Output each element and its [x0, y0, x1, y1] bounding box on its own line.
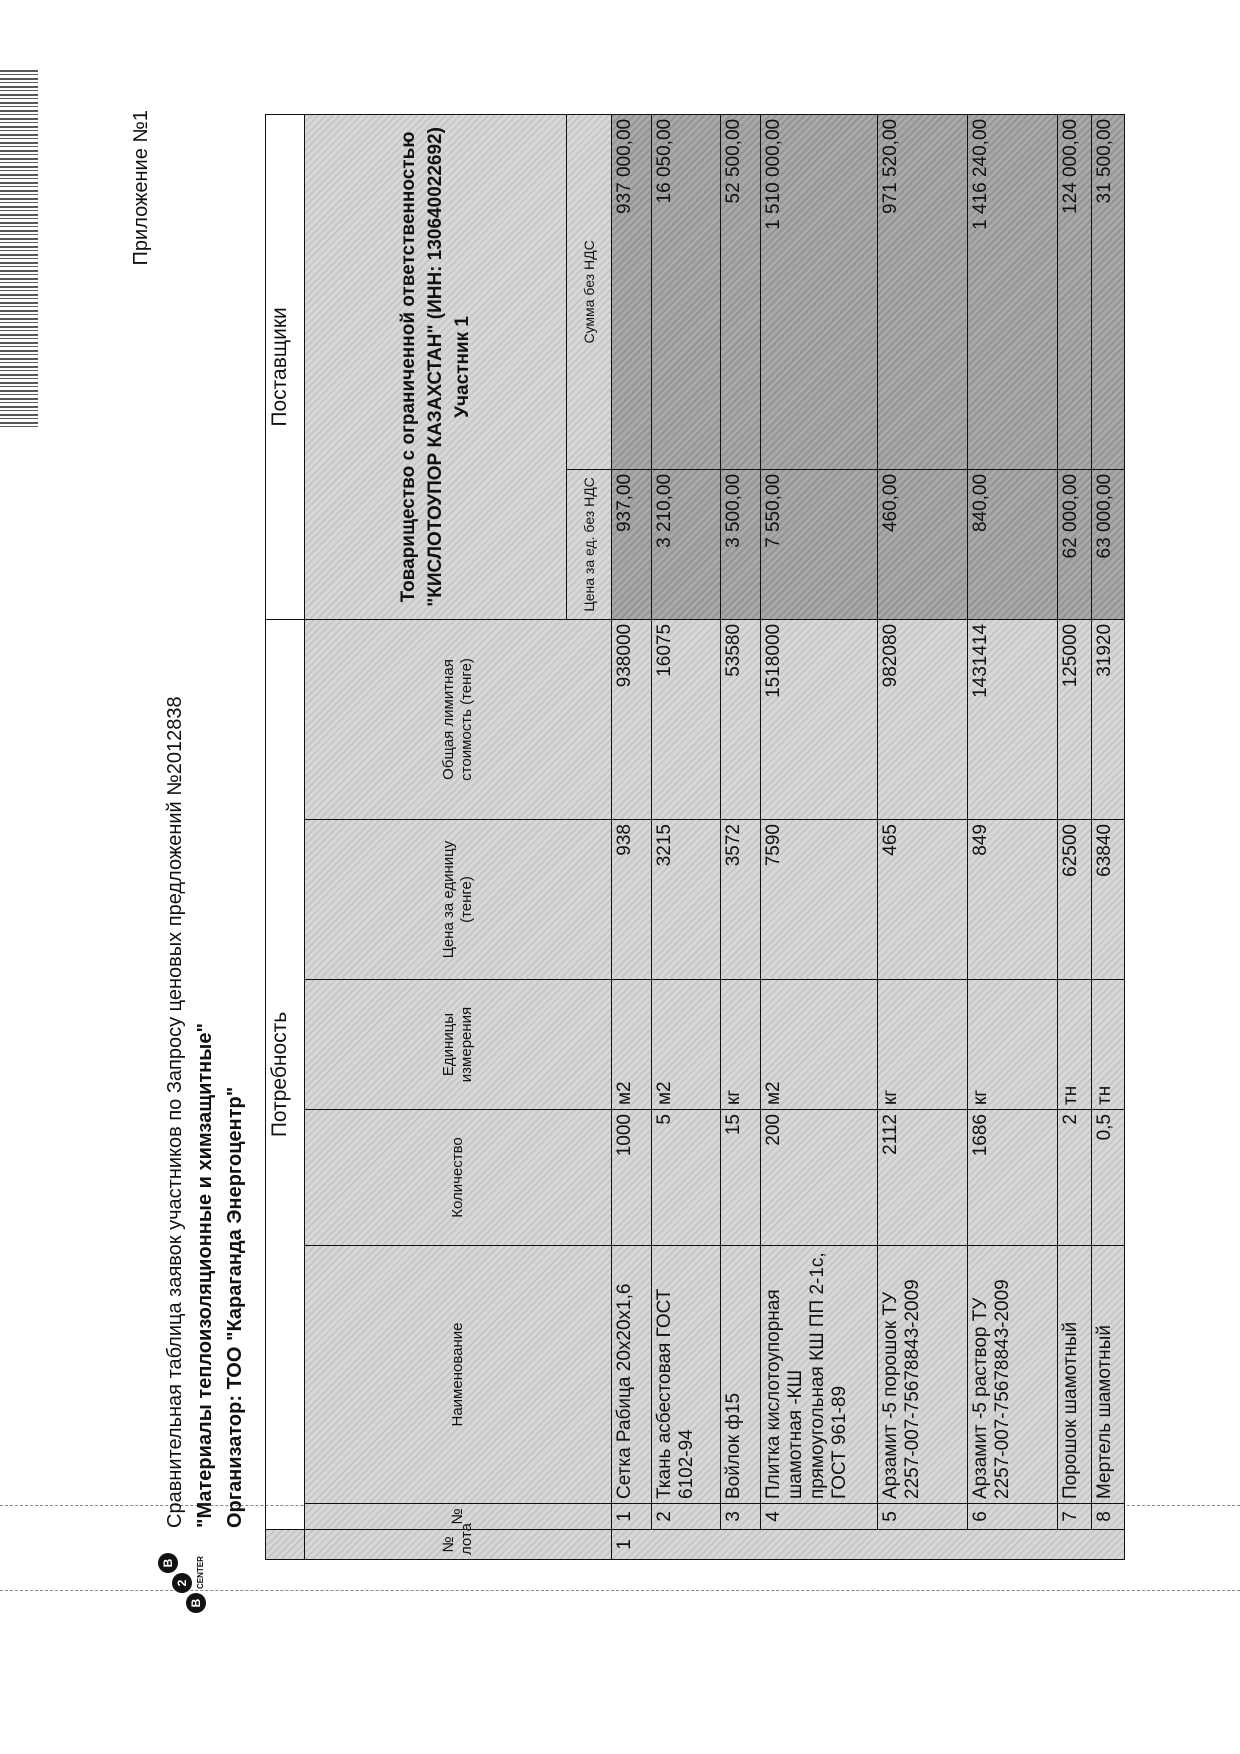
price-cell: 3215	[652, 820, 721, 980]
item-name-cell: Арзамит -5 порошок ТУ 2257-007-75678843-2009	[877, 1246, 967, 1504]
sup-price-header: Цена за ед. без НДС	[566, 469, 611, 619]
qty-cell: 0,5	[1091, 1110, 1124, 1246]
table-row	[761, 114, 877, 1559]
unit-cell: кг	[721, 980, 761, 1110]
supplier-label: Участник 1	[451, 316, 473, 418]
unit-cell: кг	[877, 980, 967, 1110]
table-row	[721, 114, 761, 1559]
table-row	[1058, 114, 1091, 1559]
unit-cell: м2	[611, 980, 651, 1110]
total-cell: 938000	[611, 619, 651, 819]
item-name-cell: Плитка кислотоупорная шамотная -КШ прямоугольная КШ ПП 2-1с, ГОСТ 961-89	[761, 1246, 877, 1504]
logo-letter: B	[158, 1553, 178, 1573]
qty-cell: 1000	[611, 1110, 651, 1246]
supplier-sum-cell: 124 000,00	[1058, 114, 1091, 469]
qty-cell: 5	[652, 1110, 721, 1246]
table-row	[611, 114, 651, 1559]
unit-cell: тн	[1091, 980, 1124, 1110]
supplier-sum-cell: 52 500,00	[721, 114, 761, 469]
total-header: Общая лимитная стоимость (тенге)	[305, 619, 612, 819]
comparison-table	[265, 114, 1125, 1560]
qty-cell: 2112	[877, 1110, 967, 1246]
row-no-cell: 6	[968, 1504, 1058, 1530]
total-cell: 31920	[1091, 619, 1124, 819]
supplier-sum-cell: 937 000,00	[611, 114, 651, 469]
group-need-header: Потребность	[266, 619, 305, 1529]
row-no-cell: 4	[761, 1504, 877, 1530]
scan-barcode	[0, 70, 38, 430]
sup-sum-header: Сумма без НДС	[566, 114, 611, 469]
supplier-price-cell: 3 500,00	[721, 469, 761, 619]
rotated-sheet	[130, 110, 1130, 1620]
price-cell: 465	[877, 820, 967, 980]
unit-cell: м2	[652, 980, 721, 1110]
price-cell: 938	[611, 820, 651, 980]
supplier-price-cell: 63 000,00	[1091, 469, 1124, 619]
supplier-price-cell: 460,00	[877, 469, 967, 619]
item-name-cell: Мертель шамотный	[1091, 1246, 1124, 1504]
supplier-header	[305, 114, 566, 619]
item-name-cell: Войлок ф15	[721, 1246, 761, 1504]
price-header: Цена за единицу (тенге)	[305, 820, 612, 980]
price-cell: 849	[968, 820, 1058, 980]
item-name-cell: Ткань асбестовая ГОСТ 6102-94	[652, 1246, 721, 1504]
row-no-cell: 1	[611, 1504, 651, 1530]
row-no-cell: 2	[652, 1504, 721, 1530]
title-line-1: Сравнительная таблица заявок участников по Запросу ценовых предложений №2012838	[164, 696, 186, 1528]
total-cell: 53580	[721, 619, 761, 819]
supplier-sum-cell: 1 510 000,00	[761, 114, 877, 469]
logo-letter: B	[186, 1593, 206, 1613]
item-name-cell: Арзамит -5 раствор ТУ 2257-007-75678843-2009	[968, 1246, 1058, 1504]
supplier-name: Товарищество с ограниченной ответственностью "КИСЛОТОУПОР КАЗАХСТАН" (ИНН: 130640022692)	[397, 127, 446, 607]
supplier-sum-cell: 31 500,00	[1091, 114, 1124, 469]
b2b-center-logo	[158, 1543, 220, 1615]
price-cell: 7590	[761, 820, 877, 980]
supplier-price-cell: 7 550,00	[761, 469, 877, 619]
no-header: №	[305, 1504, 612, 1530]
name-header: Наименование	[305, 1246, 612, 1504]
empty-corner	[266, 1530, 305, 1560]
supplier-price-cell: 3 210,00	[652, 469, 721, 619]
supplier-sum-cell: 1 416 240,00	[968, 114, 1058, 469]
total-cell: 16075	[652, 619, 721, 819]
price-cell: 3572	[721, 820, 761, 980]
qty-cell: 15	[721, 1110, 761, 1246]
total-cell: 125000	[1058, 619, 1091, 819]
lot-cell: 1	[611, 1530, 1124, 1560]
qty-cell: 200	[761, 1110, 877, 1246]
table-row	[968, 114, 1058, 1559]
table-row	[1091, 114, 1124, 1559]
row-no-cell: 5	[877, 1504, 967, 1530]
appendix-label: Приложение №1	[130, 110, 152, 266]
unit-header: Единицы измерения	[305, 980, 612, 1110]
supplier-price-cell: 840,00	[968, 469, 1058, 619]
row-no-cell: 7	[1058, 1504, 1091, 1530]
total-cell: 1431414	[968, 619, 1058, 819]
unit-cell: тн	[1058, 980, 1091, 1110]
title-line-2: "Материалы теплоизоляционные и химзащитные"	[194, 1023, 216, 1528]
item-name-cell: Сетка Рабица 20х20х1,6	[611, 1246, 651, 1504]
table-row	[877, 114, 967, 1559]
row-no-cell: 8	[1091, 1504, 1124, 1530]
lot-header: № лота	[305, 1530, 612, 1560]
row-no-cell: 3	[721, 1504, 761, 1530]
qty-cell: 1686	[968, 1110, 1058, 1246]
column-header-row	[305, 114, 566, 1559]
item-name-cell: Порошок шамотный	[1058, 1246, 1091, 1504]
price-cell: 63840	[1091, 820, 1124, 980]
document-title	[160, 228, 250, 1528]
total-cell: 982080	[877, 619, 967, 819]
title-line-3: Организатор: ТОО "Караганда Энергоцентр"	[224, 1086, 246, 1528]
logo-letter: 2	[172, 1573, 192, 1593]
qty-cell: 2	[1058, 1110, 1091, 1246]
supplier-sum-cell: 16 050,00	[652, 114, 721, 469]
unit-cell: м2	[761, 980, 877, 1110]
unit-cell: кг	[968, 980, 1058, 1110]
logo-subtitle: CENTER	[196, 1556, 205, 1589]
supplier-price-cell: 937,00	[611, 469, 651, 619]
total-cell: 1518000	[761, 619, 877, 819]
supplier-price-cell: 62 000,00	[1058, 469, 1091, 619]
price-cell: 62500	[1058, 820, 1091, 980]
qty-header: Количество	[305, 1110, 612, 1246]
group-suppliers-header: Поставщики	[266, 114, 305, 619]
group-header-row	[266, 114, 305, 1559]
supplier-sum-cell: 971 520,00	[877, 114, 967, 469]
table-row	[652, 114, 721, 1559]
